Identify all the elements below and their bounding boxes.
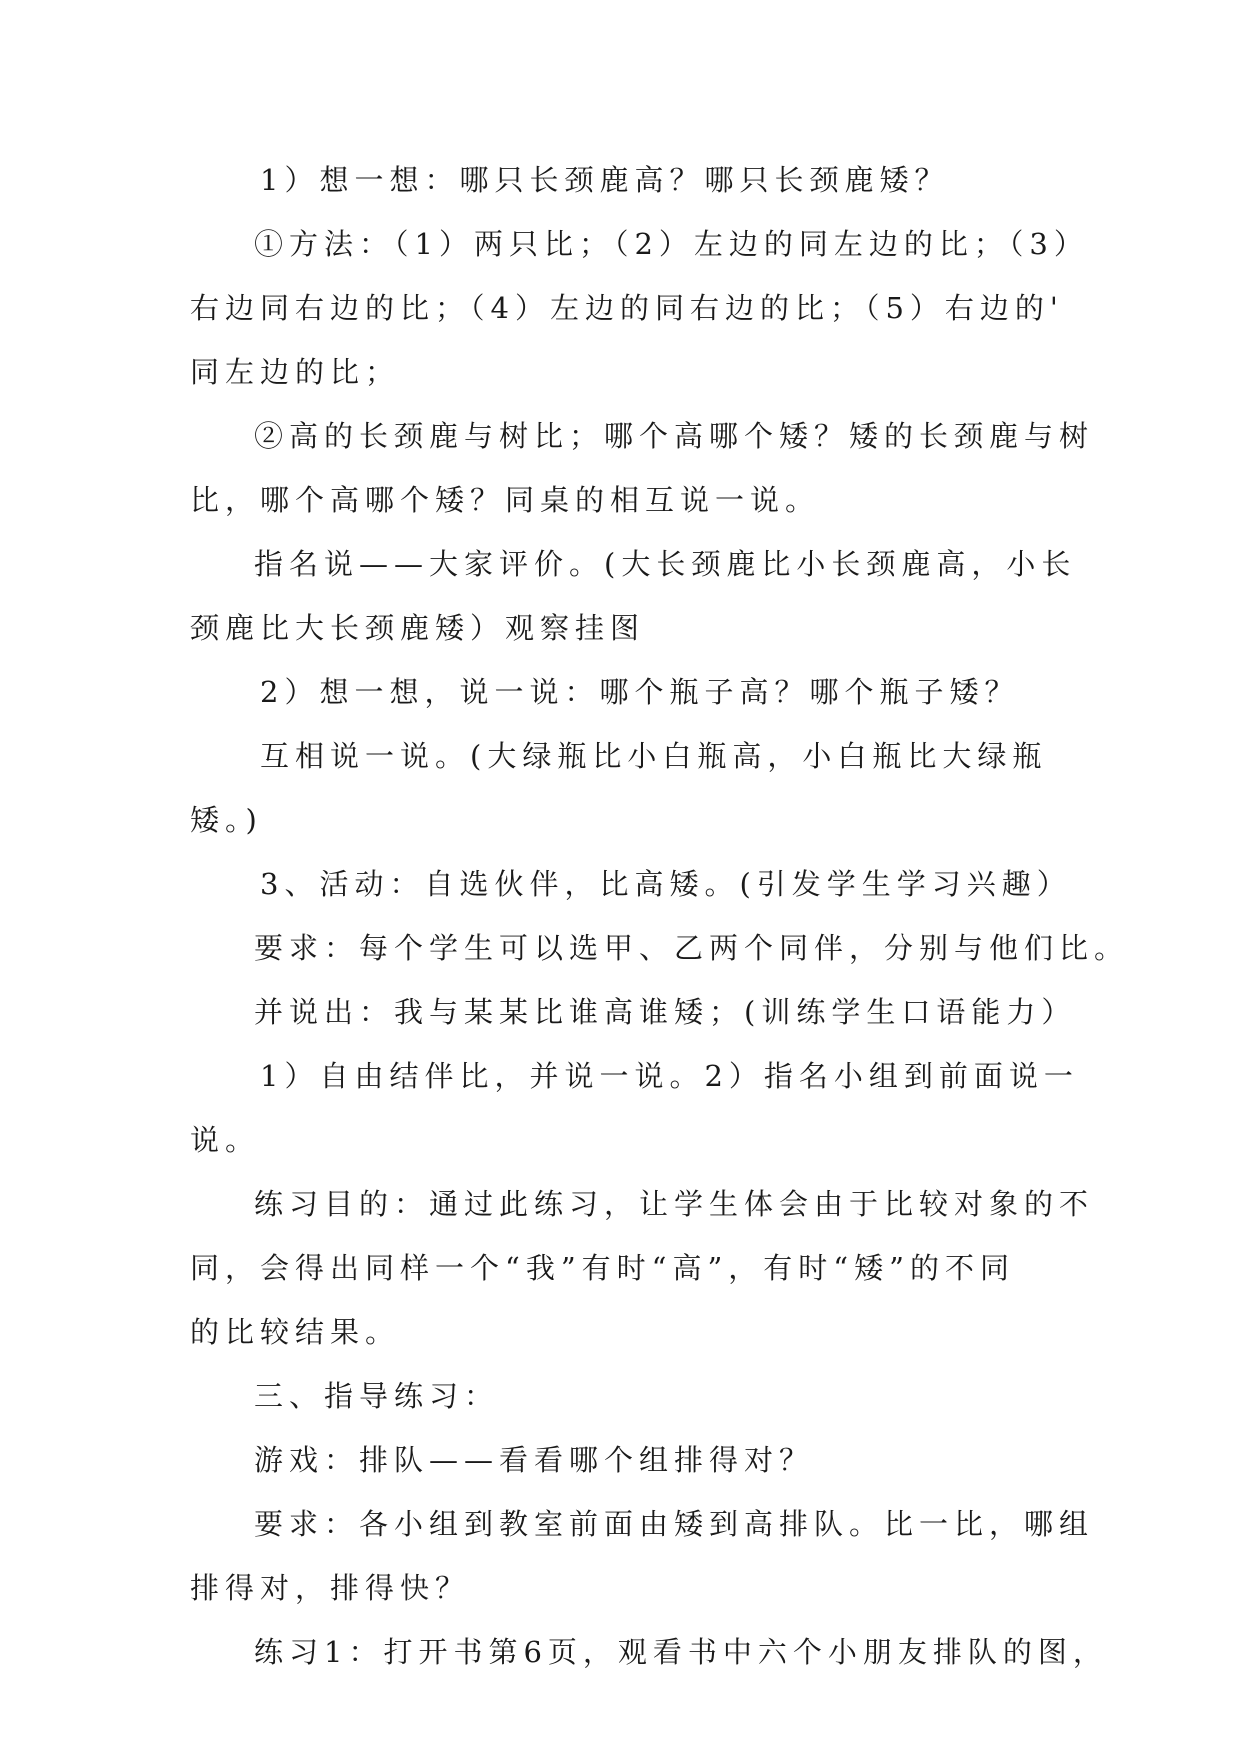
document-body — [190, 158, 1130, 1694]
text-line: 练习目的：通过此练习，让学生体会由于比较对象的不 — [254, 1187, 1095, 1221]
text-line: 要求：每个学生可以选甲、乙两个同伴，分别与他们比。 — [254, 931, 1130, 965]
text-line: 3、活动：自选伙伴，比高矮。(引发学生学习兴趣） — [260, 867, 1072, 901]
text-line: 同，会得出同样一个“我”有时“高”，有时“矮”的不同 — [190, 1251, 1015, 1285]
text-line: 比，哪个高哪个矮？同桌的相互说一说。 — [190, 483, 821, 517]
text-line: 1）自由结伴比，并说一说。2）指名小组到前面说一 — [260, 1059, 1079, 1093]
text-line: 并说出：我与某某比谁高谁矮；(训练学生口语能力） — [254, 995, 1077, 1029]
text-line: 同左边的比； — [190, 355, 401, 389]
text-line: 2）想一想，说一说：哪个瓶子高？哪个瓶子矮？ — [260, 675, 1020, 709]
text-line: ②高的长颈鹿与树比；哪个高哪个矮？矮的长颈鹿与树 — [254, 419, 1095, 453]
text-line: 1）想一想：哪只长颈鹿高？哪只长颈鹿矮？ — [260, 163, 950, 197]
text-line: 要求：各小组到教室前面由矮到高排队。比一比，哪组 — [254, 1507, 1095, 1541]
text-line: ①方法：（1）两只比；（2）左边的同左边的比；（3） — [254, 227, 1089, 261]
text-line: 排得对，排得快？ — [190, 1571, 471, 1605]
text-line: 说。 — [190, 1123, 261, 1157]
text-line: 互相说一说。(大绿瓶比小白瓶高，小白瓶比大绿瓶 — [260, 739, 1048, 773]
text-line: 矮。) — [190, 803, 263, 837]
text-line: 的比较结果。 — [190, 1315, 401, 1349]
text-line: 颈鹿比大长颈鹿矮）观察挂图 — [190, 611, 646, 645]
section-heading: 三、指导练习： — [254, 1379, 500, 1413]
text-line: 练习1：打开书第6页，观看书中六个小朋友排队的图， — [254, 1635, 1108, 1669]
text-line: 指名说——大家评价。(大长颈鹿比小长颈鹿高，小长 — [254, 547, 1077, 581]
text-line: 右边同右边的比；（4）左边的同右边的比；（5）右边的' — [190, 291, 1064, 325]
text-line: 游戏：排队——看看哪个组排得对？ — [254, 1443, 815, 1477]
